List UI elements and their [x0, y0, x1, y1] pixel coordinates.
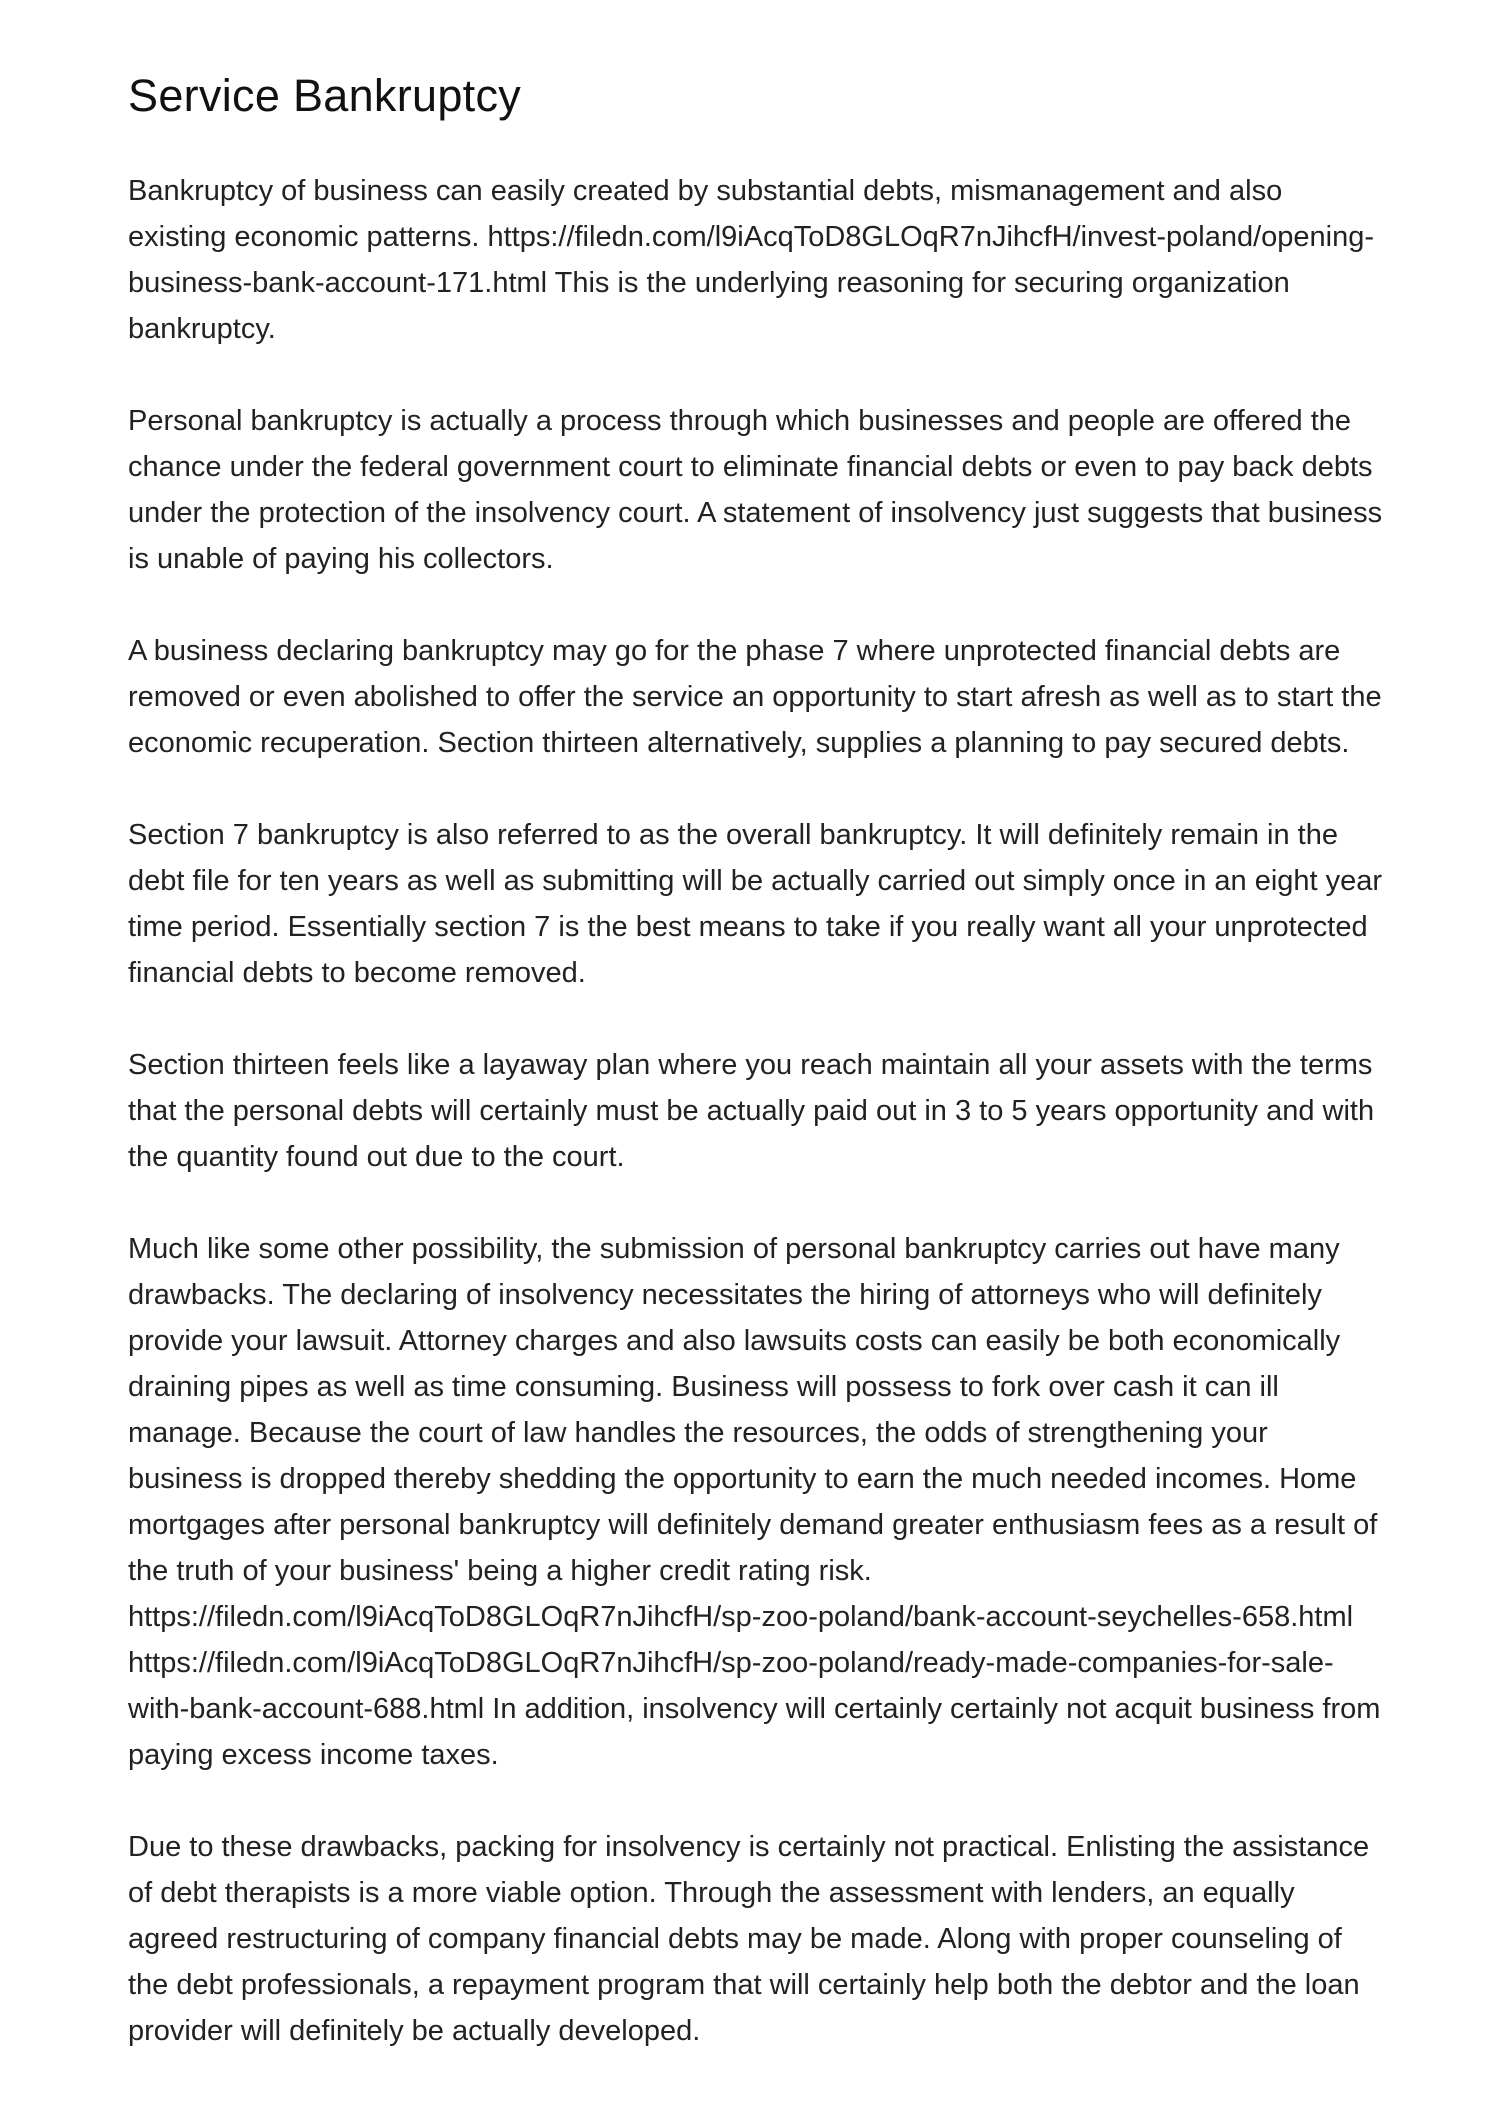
paragraph-2: Personal bankruptcy is actually a process through which businesses and people are offered the chance under the federal government court to eliminate financial debts or even to pay back debts under the protection of the insolvency court. A statement of insolvency just suggests that business is unable of paying his collectors. — [128, 405, 1383, 575]
paragraph-4: Section 7 bankruptcy is also referred to as the overall bankruptcy. It will definitely remain in the debt file for ten years as well as submitting will be actually carried out simply once in an eight year time period. Essentially section 7 is the best means to take if you really want all your unprotected financial debts to become removed. — [128, 819, 1383, 989]
paragraph-7: Due to these drawbacks, packing for insolvency is certainly not practical. Enlisting the assistance of debt therapists is a more viable option. Through the assessment with lenders, an equally agreed restructuring of company financial debts may be made. Along with proper counseling of the debt professionals, a repayment program that will certainly help both the debtor and the loan provider will definitely be actually developed. — [128, 1831, 1370, 2047]
document-body — [128, 168, 1383, 2054]
paragraph-6: Much like some other possibility, the submission of personal bankruptcy carries out have many drawbacks. The declaring of insolvency necessitates the hiring of attorneys who will definitely provide your lawsuit. Attorney charges and also lawsuits costs can easily be both economically draining pipes as well as time consuming. Business will possess to fork over cash it can ill manage. Because the court of law handles the resources, the odds of strengthening your business is dropped thereby shedding the opportunity to earn the much needed incomes. Home mortgages after personal bankruptcy will definitely demand greater enthusiasm fees as a result of the truth of your business' being a higher credit rating risk. https://filedn.com/l9iAcqToD8GLOqR7nJihcfH/sp-zoo-poland/bank-account-seychelles-658.html https://filedn.com/l9iAcqToD8GLOqR7nJihcfH/sp-zoo-poland/ready-made-companies-for-sale-with-bank-account-688.html In addition, insolvency will certainly certainly not acquit business from paying excess income taxes. — [128, 1233, 1381, 1771]
paragraph-1: Bankruptcy of business can easily created by substantial debts, mismanagement and also existing economic patterns. https://filedn.com/l9iAcqToD8GLOqR7nJihcfH/invest-poland/opening-business-bank-account-171.html This is the underlying reasoning for securing organization bankruptcy. — [128, 175, 1375, 345]
paragraph-3: A business declaring bankruptcy may go for the phase 7 where unprotected financial debts are removed or even abolished to offer the service an opportunity to start afresh as well as to start the economic recuperation. Section thirteen alternatively, supplies a planning to pay secured debts. — [128, 635, 1382, 759]
paragraph-5: Section thirteen feels like a layaway plan where you reach maintain all your assets with the terms that the personal debts will certainly must be actually paid out in 3 to 5 years opportunity and with the quantity found out due to the court. — [128, 1049, 1375, 1173]
page-title: Service Bankruptcy — [128, 70, 522, 121]
document-page — [128, 0, 1383, 2054]
